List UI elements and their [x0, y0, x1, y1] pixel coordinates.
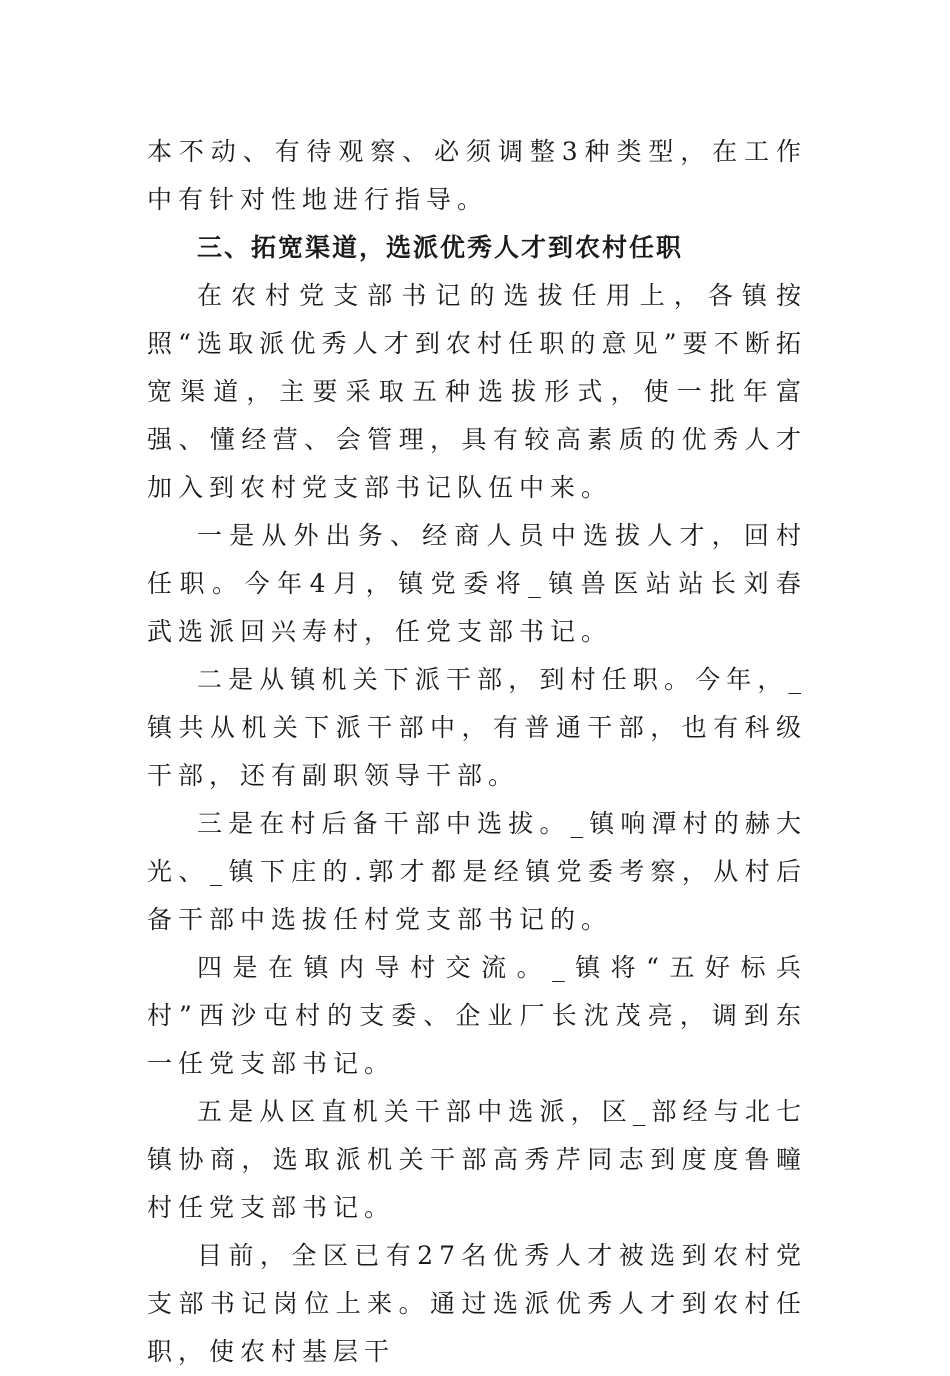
paragraph-summary: 目前，全区已有27名优秀人才被选到农村党支部书记岗位上来。通过选派优秀人才到农村任职，使农村基层干: [147, 1241, 807, 1366]
document-body: [147, 128, 807, 1376]
section-heading: 三、拓宽渠道，选派优秀人才到农村任职: [197, 233, 684, 262]
paragraph-item-5: 五是从区直机关干部中选派，区_部经与北七镇协商，选取派机关干部高秀芹同志到度度鲁疃村任党支部书记。: [147, 1097, 807, 1222]
paragraph-item-1: 一是从外出务、经商人员中选拔人才，回村任职。今年4月，镇党委将_镇兽医站站长刘春武选派回兴寿村，任党支部书记。: [147, 521, 807, 646]
paragraph-continuation: 本不动、有待观察、必须调整3种类型，在工作中有针对性地进行指导。: [147, 137, 807, 214]
paragraph-intro: 在农村党支部书记的选拔任用上，各镇按照“选取派优秀人才到农村任职的意见”要不断拓宽渠道，主要采取五种选拔形式，使一批年富强、懂经营、会管理，具有较高素质的优秀人才加入到农村党支部书记队伍中来。: [147, 281, 807, 502]
paragraph-item-3: 三是在村后备干部中选拔。_镇响潭村的赫大光、_镇下庄的.郭才都是经镇党委考察，从村后备干部中选拔任村党支部书记的。: [147, 809, 807, 934]
paragraph-item-2: 二是从镇机关下派干部，到村任职。今年，_镇共从机关下派干部中，有普通干部，也有科级干部，还有副职领导干部。: [147, 665, 807, 790]
paragraph-item-4: 四是在镇内导村交流。_镇将“五好标兵村”西沙屯村的支委、企业厂长沈茂亮，调到东一任党支部书记。: [147, 953, 807, 1078]
